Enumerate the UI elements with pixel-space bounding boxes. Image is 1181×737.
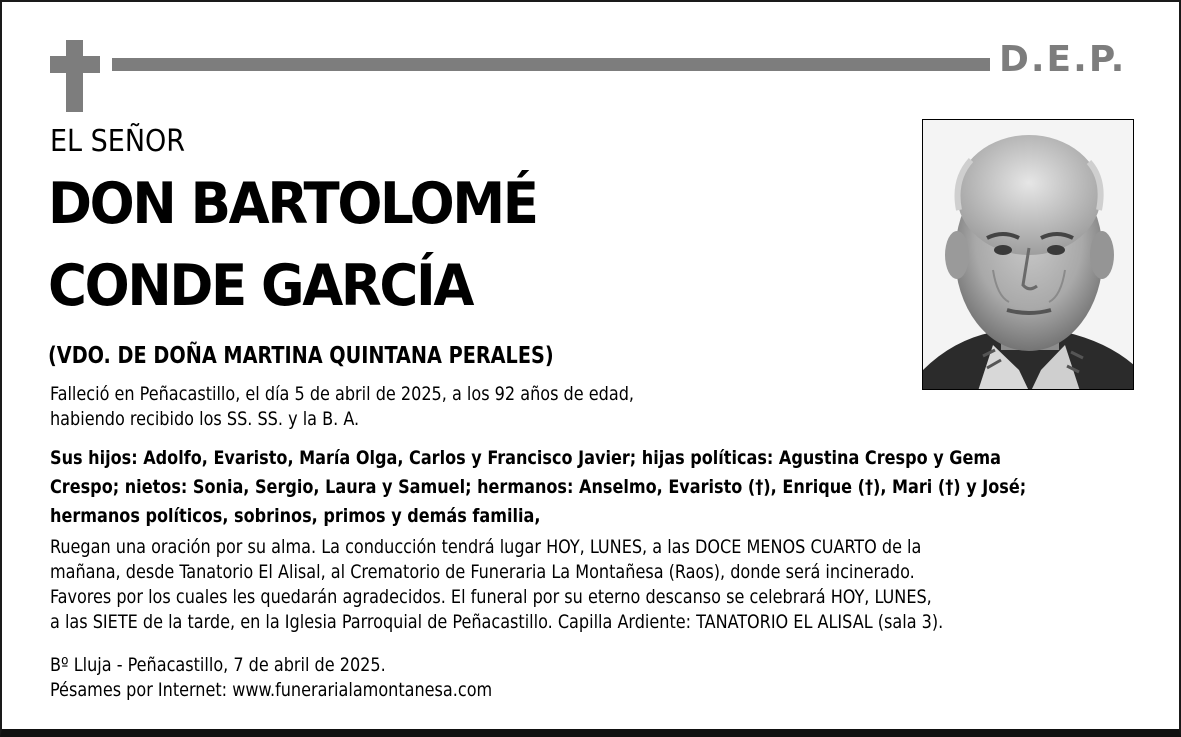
place-date: Bº Lluja - Peñacastillo, 7 de abril de 2025. bbox=[50, 654, 386, 676]
honorific: EL SEÑOR bbox=[50, 124, 186, 159]
family-line-1: Sus hijos: Adolfo, Evaristo, María Olga, Carlos y Francisco Javier; hijas políticas: Agustina Crespo y Gema bbox=[50, 447, 1001, 469]
cross-icon bbox=[50, 40, 100, 112]
condolences-line: Pésames por Internet: www.funerarialamontanesa.com bbox=[50, 679, 493, 701]
family-line-3: hermanos políticos, sobrinos, primos y demás familia, bbox=[50, 505, 541, 527]
dep-label: D.E.P. bbox=[999, 39, 1127, 80]
family-line-2: Crespo; nietos: Sonia, Sergio, Laura y Samuel; hermanos: Anselmo, Evaristo (†), Enrique (†), Mari (†) y José; bbox=[50, 476, 1027, 498]
request-line-3: Favores por los cuales les quedarán agradecidos. El funeral por su eterno descanso se celebrará HOY, LUNES, bbox=[50, 586, 932, 608]
deceased-name-line2: CONDE GARCÍA bbox=[48, 253, 473, 319]
widow-of: (VDO. DE DOÑA MARTINA QUINTANA PERALES) bbox=[48, 343, 554, 369]
death-line-2: habiendo recibido los SS. SS. y la B. A. bbox=[50, 408, 360, 430]
death-line-1: Falleció en Peñacastillo, el día 5 de abril de 2025, a los 92 años de edad, bbox=[50, 383, 635, 405]
request-line-4: a las SIETE de la tarde, en la Iglesia Parroquial de Peñacastillo. Capilla Ardiente: TANATORIO EL ALISAL (sala 3). bbox=[50, 611, 944, 633]
portrait-photo bbox=[922, 119, 1134, 390]
request-line-1: Ruegan una oración por su alma. La conducción tendrá lugar HOY, LUNES, a las DOCE MENOS CUARTO de la bbox=[50, 536, 922, 558]
header-rule bbox=[112, 58, 990, 71]
request-line-2: mañana, desde Tanatorio El Alisal, al Crematorio de Funeraria La Montañesa (Raos), donde será incinerado. bbox=[50, 561, 915, 583]
deceased-name-line1: DON BARTOLOMÉ bbox=[48, 171, 537, 237]
